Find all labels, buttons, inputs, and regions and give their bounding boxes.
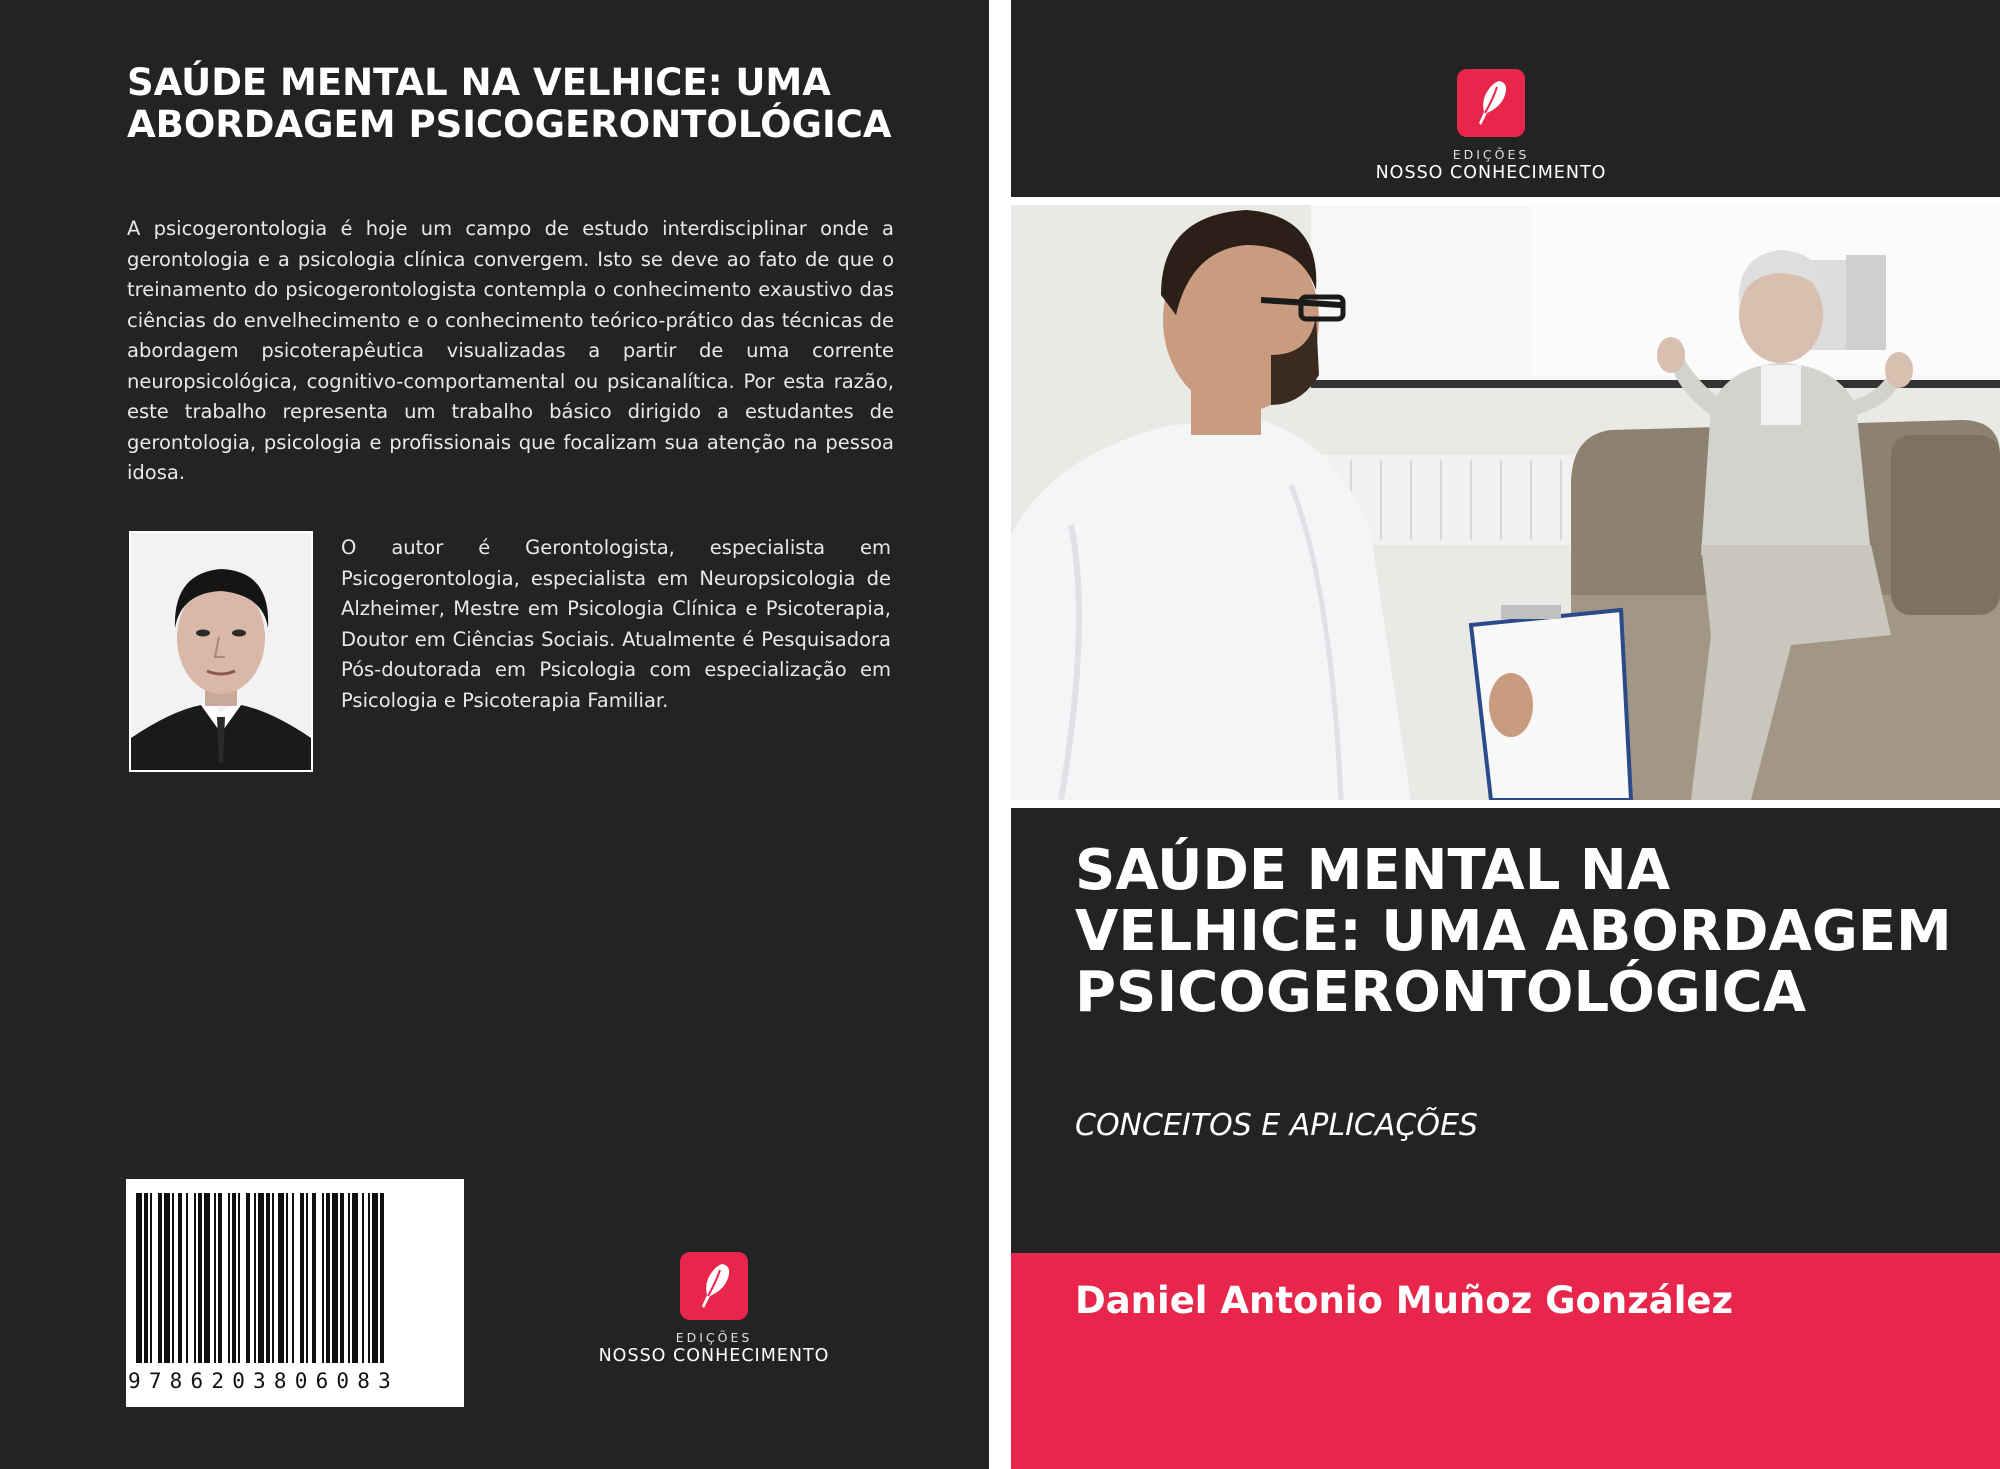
barcode-bar xyxy=(178,1193,182,1363)
barcode-bar xyxy=(232,1193,236,1363)
barcode-bar xyxy=(218,1193,222,1363)
barcode-bar xyxy=(368,1193,370,1363)
barcode-bar xyxy=(136,1193,142,1363)
barcode-bar xyxy=(286,1193,288,1363)
author-photo xyxy=(129,531,313,772)
barcode-bar xyxy=(312,1193,316,1363)
barcode-bar xyxy=(292,1193,294,1363)
barcode-digits: 9786203806083 xyxy=(128,1369,399,1393)
barcode-bar xyxy=(322,1193,324,1363)
therapy-session-photo xyxy=(1011,205,2000,800)
back-publisher-logo xyxy=(564,1252,864,1367)
barcode-bar xyxy=(186,1193,188,1363)
spine xyxy=(989,0,1011,1469)
barcode-bar xyxy=(380,1193,384,1363)
barcode-bar xyxy=(372,1193,378,1363)
barcode-bar xyxy=(272,1193,274,1363)
feather-quill-icon xyxy=(1457,69,1525,137)
barcode-bar xyxy=(352,1193,358,1363)
barcode-bar xyxy=(300,1193,304,1363)
barcode-bar xyxy=(144,1193,148,1363)
barcode-bar xyxy=(172,1193,174,1363)
feather-quill-icon xyxy=(680,1252,748,1320)
barcode-bar xyxy=(158,1193,162,1363)
front-cover-subtitle: CONCEITOS E APLICAÇÕES xyxy=(1075,1108,1478,1143)
barcode-bar xyxy=(246,1193,250,1363)
cover-photo xyxy=(1011,197,2000,808)
publisher-label-big: NOSSO CONHECIMENTO xyxy=(598,1346,830,1366)
barcode-bar xyxy=(278,1193,284,1363)
barcode-bar xyxy=(164,1193,170,1363)
back-cover-title: SAÚDE MENTAL NA VELHICE: UMA ABORDAGEM PSICOGERONTOLÓGICA xyxy=(127,61,892,146)
publisher-label-small: EDIÇÕES xyxy=(675,1330,753,1345)
barcode-bar xyxy=(214,1193,216,1363)
barcode-bar xyxy=(238,1193,240,1363)
barcode-bar xyxy=(194,1193,196,1363)
barcode-bar xyxy=(340,1193,344,1363)
barcode-bar xyxy=(258,1193,264,1363)
author-name: Daniel Antonio Muñoz González xyxy=(1075,1279,1734,1322)
author-portrait-image xyxy=(131,533,311,770)
isbn-barcode xyxy=(126,1179,464,1407)
barcode-bar xyxy=(306,1193,308,1363)
front-cover-title: SAÚDE MENTAL NA VELHICE: UMA ABORDAGEM PSICOGERONTOLÓGICA xyxy=(1075,838,1952,1025)
barcode-bar xyxy=(326,1193,330,1363)
barcode-bar xyxy=(254,1193,256,1363)
publisher-label-big: NOSSO CONHECIMENTO xyxy=(1375,163,1607,183)
barcode-bar xyxy=(228,1193,230,1363)
barcode-bars xyxy=(126,1179,464,1369)
barcode-bar xyxy=(332,1193,338,1363)
publisher-label-small: EDIÇÕES xyxy=(1452,147,1530,162)
barcode-bar xyxy=(362,1193,364,1363)
front-publisher-logo xyxy=(1341,69,1641,184)
barcode-bar xyxy=(150,1193,152,1363)
barcode-bar xyxy=(198,1193,202,1363)
barcode-bar xyxy=(204,1193,210,1363)
back-cover-blurb: A psicogerontologia é hoje um campo de estudo interdisciplinar onde a gerontologia e a psicologia clínica convergem. Isto se deve ao fato de que o treinamento do psicogerontologista contempla o conhecimento exaustivo das ciências do envelhecimento e o conhecimento teórico-prático das técnicas de abordagem psicoterapêutica visualizadas a partir de uma corrente neuropsicológica, cognitivo-comportamental ou psicanalítica. Por esta razão, este trabalho representa um trabalho básico dirigido a estudantes de gerontologia, psicologia e profissionais que focalizam sua atenção na pessoa idosa. xyxy=(127,217,894,484)
author-bio: O autor é Gerontologista, especialista em Psicogerontologia, especialista em Neuropsicologia de Alzheimer, Mestre em Psicologia Clínica e Psicoterapia, Doutor em Ciências Sociais. Atualmente é Pesquisadora Pós-doutorada em Psicologia com especialização em Psicologia e Psicoterapia Familiar. xyxy=(341,536,891,712)
barcode-bar xyxy=(348,1193,350,1363)
author-band xyxy=(1011,1253,2000,1469)
barcode-bar xyxy=(266,1193,270,1363)
